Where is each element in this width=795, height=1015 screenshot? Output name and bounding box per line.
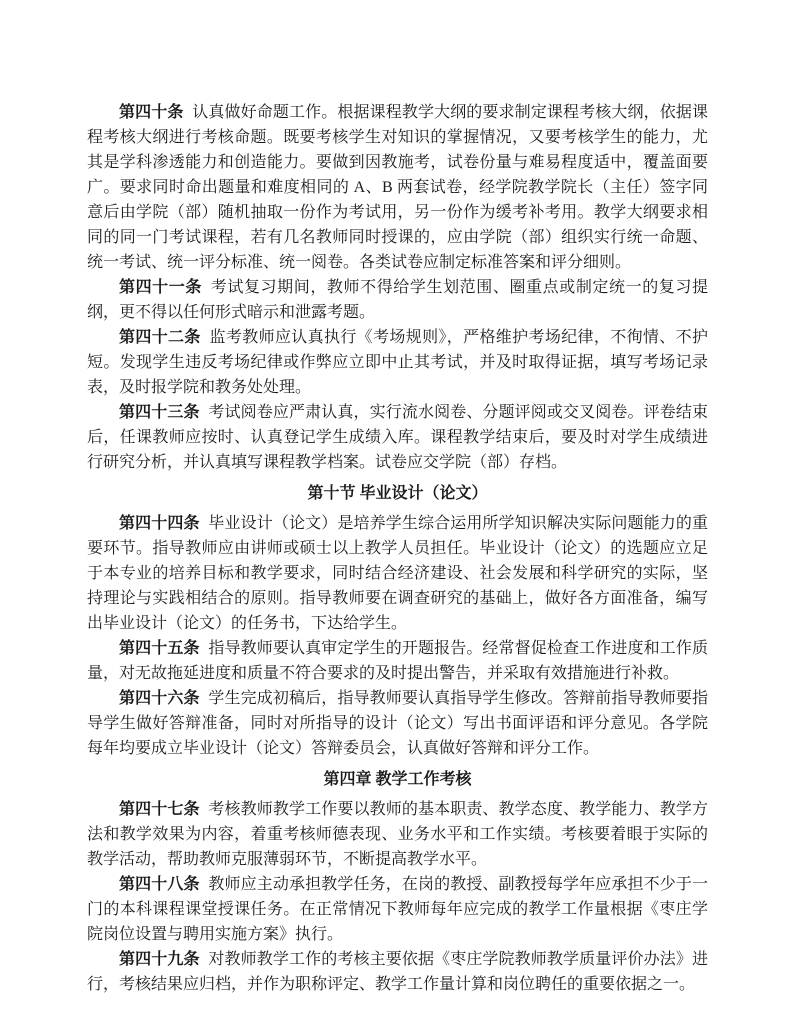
article-text: 教师应主动承担教学任务，在岗的教授、副教授每学年应承担不少于一门的本科课程课堂授课任务。在正常情况下教师每年应完成的教学工作量根据《枣庄学院岗位设置与聘用实施方案》执行。: [87, 876, 708, 943]
article-paragraph-44: [87, 511, 708, 636]
article-paragraph-47: [87, 797, 708, 872]
article-text: 毕业设计（论文）是培养学生综合运用所学知识解决实际问题能力的重要环节。指导教师应由讲师或硕士以上教学人员担任。毕业设计（论文）的选题应立足于本专业的培养目标和教学要求，同时结合经济建设、社会发展和科学研究的实际，坚持理论与实践相结合的原则。指导教师要在调查研究的基础上，做好各方面准备，编写出毕业设计（论文）的任务书，下达给学生。: [87, 515, 708, 632]
article-number: 第四十五条: [119, 640, 200, 657]
article-number: 第四十四条: [119, 515, 200, 532]
section-heading-10: 第十节 毕业设计（论文）: [307, 485, 488, 502]
article-paragraph-42: [87, 325, 708, 400]
article-text: 考试复习期间，教师不得给学生划范围、圈重点或制定统一的复习提纲，更不得以任何形式暗示和泄露考题。: [87, 279, 708, 321]
article-text: 监考教师应认真执行《考场规则》，严格维护考场纪律，不徇情、不护短。发现学生违反考场纪律或作弊应立即中止其考试，并及时取得证据，填写考场记录表，及时报学院和教务处处理。: [87, 329, 708, 396]
article-text: 认真做好命题工作。根据课程教学大纲的要求制定课程考核大纲，依据课程考核大纲进行考核命题。既要考核学生对知识的掌握情况，又要考核学生的能力，尤其是学科渗透能力和创造能力。要做到因教施考，试卷份量与难易程度适中，覆盖面要广。要求同时命出题量和难度相同的 A、B 两套试卷，经学院教学院长（主任）签字同意后由学院（部）随机抽取一份作为考试用，另一份作为缓考补考用。教学大纲要求相同的同一门考试课程，若有几名教师同时授课的，应由学院（部）组织实行统一命题、统一考试、统一评分标准、统一阅卷。各类试卷应制定标准答案和评分细则。: [87, 104, 708, 271]
article-text: 指导教师要认真审定学生的开题报告。经常督促检查工作进度和工作质量，对无故拖延进度和质量不符合要求的及时提出警告，并采取有效措施进行补救。: [87, 640, 708, 682]
article-text: 学生完成初稿后，指导教师要认真指导学生修改。答辩前指导教师要指导学生做好答辩准备，同时对所指导的设计（论文）写出书面评语和评分意见。各学院每年均要成立毕业设计（论文）答辩委员会，认真做好答辩和评分工作。: [87, 690, 708, 757]
article-number: 第四十二条: [119, 329, 201, 346]
article-text: 考核教师教学工作要以教师的基本职责、教学态度、教学能力、教学方法和教学效果为内容，着重考核师德表现、业务水平和工作实绩。考核要着眼于实际的教学活动，帮助教师克服薄弱环节，不断提高教学水平。: [87, 801, 708, 868]
article-text: 考试阅卷应严肃认真，实行流水阅卷、分题评阅或交叉阅卷。评卷结束后，任课教师应按时、认真登记学生成绩入库。课程教学结束后，要及时对学生成绩进行研究分析，并认真填写课程教学档案。试卷应交学院（部）存档。: [87, 404, 708, 471]
article-number: 第四十九条: [119, 951, 200, 968]
article-paragraph-41: [87, 275, 708, 325]
article-paragraph-48: [87, 872, 708, 947]
article-text: 对教师教学工作的考核主要依据《枣庄学院教师教学质量评价办法》进行，考核结果应归档，并作为职称评定、教学工作量计算和岗位聘任的重要依据之一。: [87, 951, 708, 993]
article-number: 第四十七条: [119, 801, 200, 818]
article-number: 第四十八条: [119, 876, 200, 893]
article-paragraph-46: [87, 686, 708, 761]
article-paragraph-45: [87, 636, 708, 686]
article-number: 第四十条: [119, 104, 184, 121]
article-number: 第四十三条: [119, 404, 200, 421]
article-number: 第四十一条: [119, 279, 202, 296]
chapter-heading-4: 第四章 教学工作考核: [323, 771, 472, 788]
article-paragraph-49: [87, 947, 708, 997]
article-paragraph-43: [87, 400, 708, 475]
article-paragraph-40: [87, 100, 708, 275]
article-number: 第四十六条: [119, 690, 200, 707]
